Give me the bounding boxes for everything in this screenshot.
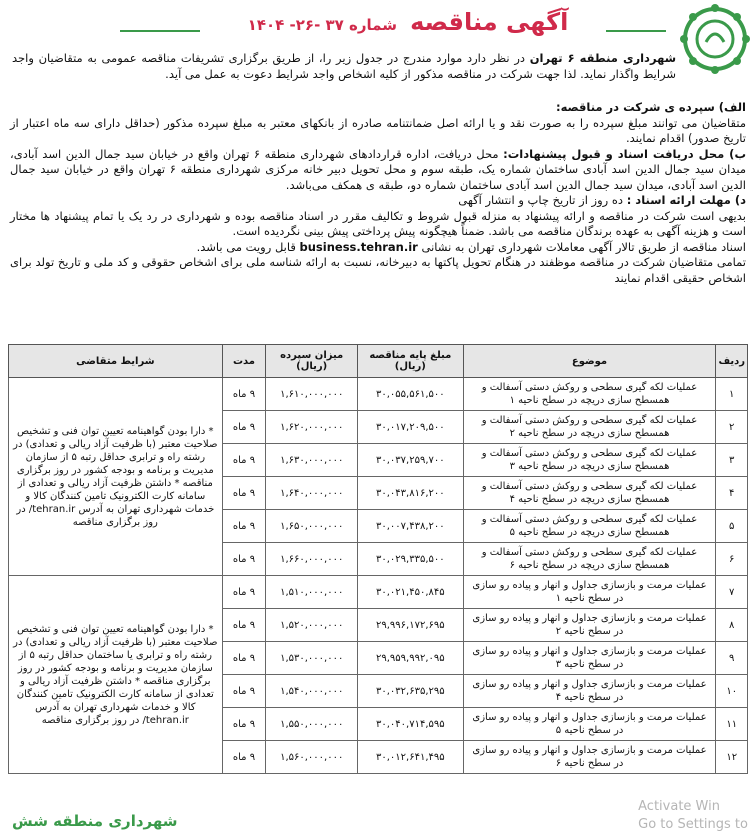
notice-title: آگهی مناقصه	[410, 8, 569, 36]
cell-row: ۱	[716, 378, 748, 411]
tender-table	[8, 344, 748, 774]
table-row	[9, 576, 748, 609]
cell-subject: عملیات مرمت و بازسازی جداول و انهار و پیاده رو سازی در سطح ناحیه ۱	[463, 576, 716, 609]
cell-duration: ۹ ماه	[222, 741, 266, 774]
cell-base-price: ۳۰,۰۲۱,۴۵۰,۸۴۵	[358, 576, 464, 609]
cell-subject: عملیات مرمت و بازسازی جداول و انهار و پیاده رو سازی در سطح ناحیه ۶	[463, 741, 716, 774]
cell-row: ۲	[716, 411, 748, 444]
cell-deposit: ۱,۶۳۰,۰۰۰,۰۰۰	[266, 444, 358, 477]
cell-subject: عملیات لکه گیری سطحی و روکش دستی آسفالت و همسطح سازی دریچه در سطح ناحیه ۴	[463, 477, 716, 510]
cell-subject: عملیات لکه گیری سطحی و روکش دستی آسفالت و همسطح سازی دریچه در سطح ناحیه ۶	[463, 543, 716, 576]
header-deposit: میزان سپرده (ریال)	[266, 345, 358, 378]
paragraph-documents-end: قابل رویت می باشد.	[196, 239, 300, 254]
section-d-text: ده روز از تاریخ چاپ و انتشار آگهی	[458, 193, 627, 207]
cell-row: ۶	[716, 543, 748, 576]
cell-base-price: ۳۰,۰۱۲,۶۴۱,۴۹۵	[358, 741, 464, 774]
cell-row: ۹	[716, 642, 748, 675]
cell-row: ۸	[716, 609, 748, 642]
intro-org: شهرداری منطقه ۶ تهران	[529, 51, 677, 65]
intro-paragraph	[12, 50, 676, 82]
cell-duration: ۹ ماه	[222, 378, 266, 411]
cell-base-price: ۳۰,۰۱۷,۲۰۹,۵۰۰	[358, 411, 464, 444]
cell-row: ۱۲	[716, 741, 748, 774]
cell-duration: ۹ ماه	[222, 411, 266, 444]
municipality-signature: شهرداری منطقه شش	[12, 812, 178, 830]
activate-line-2: Go to Settings to	[638, 817, 748, 832]
cell-deposit: ۱,۶۴۰,۰۰۰,۰۰۰	[266, 477, 358, 510]
cell-deposit: ۱,۶۵۰,۰۰۰,۰۰۰	[266, 510, 358, 543]
cell-row: ۳	[716, 444, 748, 477]
cell-row: ۱۱	[716, 708, 748, 741]
cell-deposit: ۱,۶۲۰,۰۰۰,۰۰۰	[266, 411, 358, 444]
section-a-text: متقاضیان می توانند مبلغ سپرده را به صورت نقد و یا ارائه اصل ضمانتنامه صادره از بانکهای معتبر به مبلغ سپرده مذکور (حداقل دارای سه ماه اعتبار از تاریخ صدور) اقدام نمایند.	[10, 115, 746, 145]
cell-row: ۴	[716, 477, 748, 510]
cell-deposit: ۱,۵۲۰,۰۰۰,۰۰۰	[266, 609, 358, 642]
cell-duration: ۹ ماه	[222, 477, 266, 510]
title-block	[150, 8, 666, 36]
cell-row: ۷	[716, 576, 748, 609]
cell-subject: عملیات لکه گیری سطحی و روکش دستی آسفالت و همسطح سازی دریچه در سطح ناحیه ۳	[463, 444, 716, 477]
cell-deposit: ۱,۵۵۰,۰۰۰,۰۰۰	[266, 708, 358, 741]
title-decoration-left	[120, 30, 200, 32]
notice-number: شماره ۳۷ -۲۶- ۱۴۰۴	[247, 16, 397, 34]
cell-row: ۵	[716, 510, 748, 543]
cell-subject: عملیات لکه گیری سطحی و روکش دستی آسفالت و همسطح سازی دریچه در سطح ناحیه ۵	[463, 510, 716, 543]
cell-subject: عملیات مرمت و بازسازی جداول و انهار و پیاده رو سازی در سطح ناحیه ۳	[463, 642, 716, 675]
cell-base-price: ۳۰,۰۲۹,۳۳۵,۵۰۰	[358, 543, 464, 576]
cell-base-price: ۳۰,۰۳۲,۶۳۵,۲۹۵	[358, 675, 464, 708]
activate-line-1: Activate Win	[638, 799, 720, 814]
cell-duration: ۹ ماه	[222, 708, 266, 741]
header-subject: موضوع	[463, 345, 716, 378]
cell-subject: عملیات مرمت و بازسازی جداول و انهار و پیاده رو سازی در سطح ناحیه ۲	[463, 609, 716, 642]
cell-deposit: ۱,۶۶۰,۰۰۰,۰۰۰	[266, 543, 358, 576]
cell-deposit: ۱,۵۱۰,۰۰۰,۰۰۰	[266, 576, 358, 609]
cell-duration: ۹ ماه	[222, 576, 266, 609]
header-duration: مدت	[222, 345, 266, 378]
cell-base-price: ۲۹,۹۵۹,۹۹۲,۰۹۵	[358, 642, 464, 675]
cell-deposit: ۱,۵۶۰,۰۰۰,۰۰۰	[266, 741, 358, 774]
cell-base-price: ۳۰,۰۰۷,۴۳۸,۲۰۰	[358, 510, 464, 543]
cell-base-price: ۳۰,۰۴۰,۷۱۴,۵۹۵	[358, 708, 464, 741]
cell-deposit: ۱,۵۳۰,۰۰۰,۰۰۰	[266, 642, 358, 675]
cell-subject: عملیات لکه گیری سطحی و روکش دستی آسفالت و همسطح سازی دریچه در سطح ناحیه ۱	[463, 378, 716, 411]
section-b-text: محل دریافت، اداره قراردادهای شهرداری منطقه ۶ تهران واقع در خیابان سید جمال الدین اسد آبادی، میدان سید جمال الدین اسد آبادی ساختمان شماره یک، طبقه سوم و محل تحویل دبیر خانه مرکزی شهرداری منطقه ۶ تهران واقع در خیابان سید جمال الدین اسد آبادی، میدان سید جمال الدین اسد آبادی ساختمان شماره دو، طبقه ی همکف می‌باشد.	[10, 146, 746, 192]
cell-base-price: ۲۹,۹۹۶,۱۷۲,۶۹۵	[358, 609, 464, 642]
cell-duration: ۹ ماه	[222, 609, 266, 642]
cell-duration: ۹ ماه	[222, 675, 266, 708]
header-base-price: مبلغ پایه مناقصه (ریال)	[358, 345, 464, 378]
section-b-title: ب) محل دریافت اسناد و قبول پیشنهادات:	[503, 146, 746, 161]
section-d-title: د) مهلت ارائه اسناد :	[626, 193, 746, 207]
tehran-municipality-logo-icon	[680, 4, 750, 74]
cell-deposit: ۱,۶۱۰,۰۰۰,۰۰۰	[266, 378, 358, 411]
cell-duration: ۹ ماه	[222, 543, 266, 576]
section-a-title: الف) سپرده ی شرکت در مناقصه:	[555, 100, 746, 114]
intro-text: در نظر دارد موارد مندرج در جدول زیر را، از طریق برگزاری تشریفات مناقصه عمومی به متقاضیان واجد شرایط واگذار نماید. لذا جهت شرکت در مناقصه مذکور از کلیه اشخاص واجد شرایط دعوت به عمل می آید.	[12, 51, 676, 81]
paragraph-id-requirements: تمامی متقاضیان شرکت در مناقصه موظفند در هنگام تحویل پاکتها به دبیرخانه، نسبت به ارائه شناسه ملی برای اشخاص حقوقی و کد ملی و تاریخ تولد برای اشخاص حقیقی اقدام نمایند	[10, 255, 746, 285]
cell-base-price: ۳۰,۰۳۷,۲۵۹,۷۰۰	[358, 444, 464, 477]
cell-duration: ۹ ماه	[222, 510, 266, 543]
header-row-number: ردیف	[716, 345, 748, 378]
cell-base-price: ۳۰,۰۴۳,۸۱۶,۲۰۰	[358, 477, 464, 510]
paragraph-terms: بدیهی است شرکت در مناقصه و ارائه پیشنهاد به منزله قبول شروط و تکالیف مقرر در اسناد مناقصه بوده و شهرداری در رد یک یا تمام پیشنهاد ها مختار است و هزینه آگهی به عهده برندگان مناقصه می باشد. ضمناً هیچگونه پیش پرداختی پیش بینی نگردیده است.	[10, 208, 746, 238]
cell-deposit: ۱,۵۴۰,۰۰۰,۰۰۰	[266, 675, 358, 708]
business-url-link[interactable]: business.tehran.ir	[299, 239, 418, 254]
cell-subject: عملیات مرمت و بازسازی جداول و انهار و پیاده رو سازی در سطح ناحیه ۵	[463, 708, 716, 741]
table-header-row	[9, 345, 748, 378]
paragraph-documents: اسناد مناقصه از طریق تالار آگهی معاملات شهرداری تهران به نشانی	[417, 239, 746, 254]
cell-row: ۱۰	[716, 675, 748, 708]
cell-subject: عملیات مرمت و بازسازی جداول و انهار و پیاده رو سازی در سطح ناحیه ۴	[463, 675, 716, 708]
table-row	[9, 378, 748, 411]
cell-conditions-group-1: * دارا بودن گواهینامه تعیین توان فنی و تشخیص صلاحیت معتبر (با ظرفیت آزاد ریالی و تعدادی) در رشته راه و ترابری حداقل رتبه ۵ از سازمان مدیریت و برنامه و بودجه کشور در روز برگزاری مناقصه * داشتن ظرفیت آزاد ریالی و تعدادی از سامانه کارت الکترونیک تامین کنندگان کالا و خدمات شهرداری تهران به آدرس tehran.ir/ در روز برگزاری مناقصه	[9, 378, 223, 576]
activate-windows-watermark	[638, 798, 748, 834]
cell-base-price: ۳۰,۰۵۵,۵۶۱,۵۰۰	[358, 378, 464, 411]
cell-conditions-group-2: * دارا بودن گواهینامه تعیین توان فنی و تشخیص صلاحیت معتبر (با ظرفیت آزاد ریالی و تعدادی) در رشته راه و ترابری یا ساختمان حداقل رتبه ۵ از سازمان مدیریت و برنامه و بودجه کشور در روز برگزاری مناقصه * داشتن ظرفیت آزاد ریالی و تعدادی از سامانه کارت الکترونیک تامین کنندگان کالا و خدمات شهرداری تهران به آدرس tehran.ir/ در روز برگزاری مناقصه	[9, 576, 223, 774]
cell-subject: عملیات لکه گیری سطحی و روکش دستی آسفالت و همسطح سازی دریچه در سطح ناحیه ۲	[463, 411, 716, 444]
notice-body	[10, 100, 746, 286]
cell-duration: ۹ ماه	[222, 444, 266, 477]
cell-duration: ۹ ماه	[222, 642, 266, 675]
header-conditions: شرایط متقاضی	[9, 345, 223, 378]
